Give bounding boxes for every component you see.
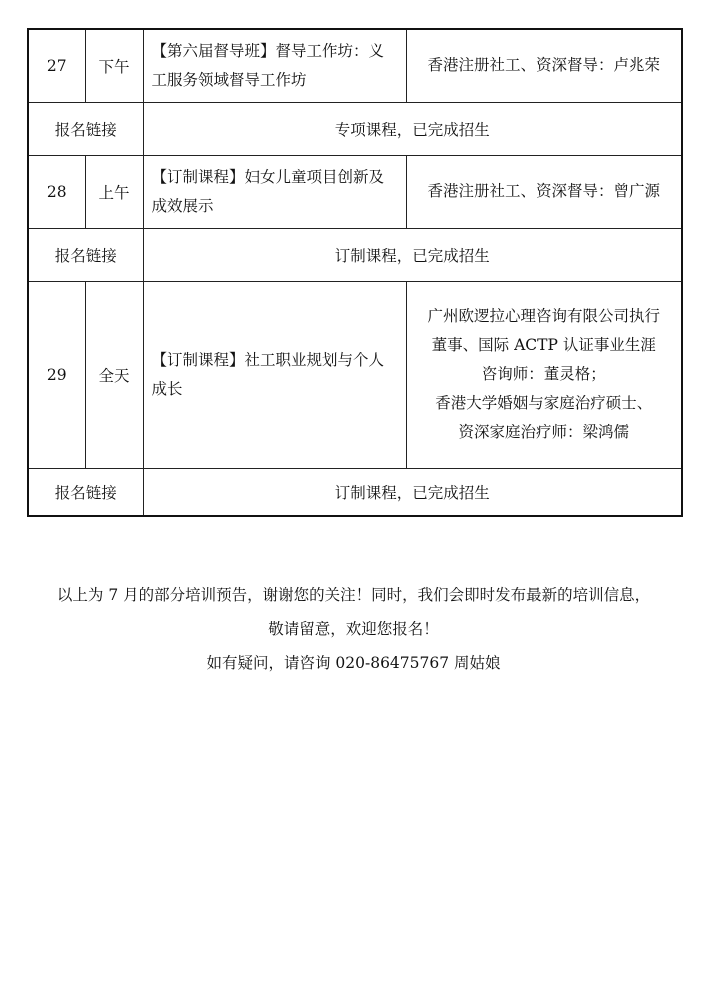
speaker-line: 资深家庭治疗师：梁鸿儒 <box>458 423 629 441</box>
course-title: 【订制课程】妇女儿童项目创新及成效展示 <box>143 155 406 228</box>
enrollment-status: 订制课程，已完成招生 <box>143 228 682 281</box>
table-row <box>28 468 682 516</box>
table-row <box>28 281 682 468</box>
speaker-line: 香港大学婚姻与家庭治疗硕士、 <box>435 394 653 412</box>
session-time: 下午 <box>85 29 143 102</box>
training-schedule-table <box>27 28 683 517</box>
session-number: 28 <box>28 155 85 228</box>
table-row <box>28 29 682 102</box>
speaker-line: 香港注册社工、资深督导：曾广源 <box>427 182 660 200</box>
signup-link-label: 报名链接 <box>28 468 143 516</box>
enrollment-status: 订制课程，已完成招生 <box>143 468 682 516</box>
signup-link-label: 报名链接 <box>28 228 143 281</box>
table-row <box>28 102 682 155</box>
table-row <box>28 155 682 228</box>
closing-line-welcome: 敬请留意，欢迎您报名！ <box>268 620 439 638</box>
speaker-info <box>406 281 682 468</box>
speaker-line: 董事、国际 ACTP 认证事业生涯 <box>431 336 656 354</box>
signup-link-label: 报名链接 <box>28 102 143 155</box>
enrollment-status: 专项课程，已完成招生 <box>143 102 682 155</box>
course-title: 【第六届督导班】督导工作坊：义工服务领域督导工作坊 <box>143 29 406 102</box>
speaker-info <box>406 155 682 228</box>
session-number: 29 <box>28 281 85 468</box>
course-title: 【订制课程】社工职业规划与个人成长 <box>143 281 406 468</box>
closing-line-thanks: 以上为 7 月的部分培训预告，谢谢您的关注！同时，我们会即时发布最新的培训信息， <box>56 586 651 604</box>
session-number: 27 <box>28 29 85 102</box>
speaker-line: 咨询师：董灵格； <box>481 365 606 383</box>
session-time: 全天 <box>85 281 143 468</box>
table-row <box>28 228 682 281</box>
speaker-line: 香港注册社工、资深督导：卢兆荣 <box>427 56 660 75</box>
speaker-info <box>406 29 682 102</box>
contact-info: 如有疑问，请咨询 020-86475767 周姑娘 <box>206 654 501 672</box>
closing-notice <box>0 578 707 680</box>
session-time: 上午 <box>85 155 143 228</box>
speaker-line: 广州欧逻拉心理咨询有限公司执行 <box>427 307 660 325</box>
